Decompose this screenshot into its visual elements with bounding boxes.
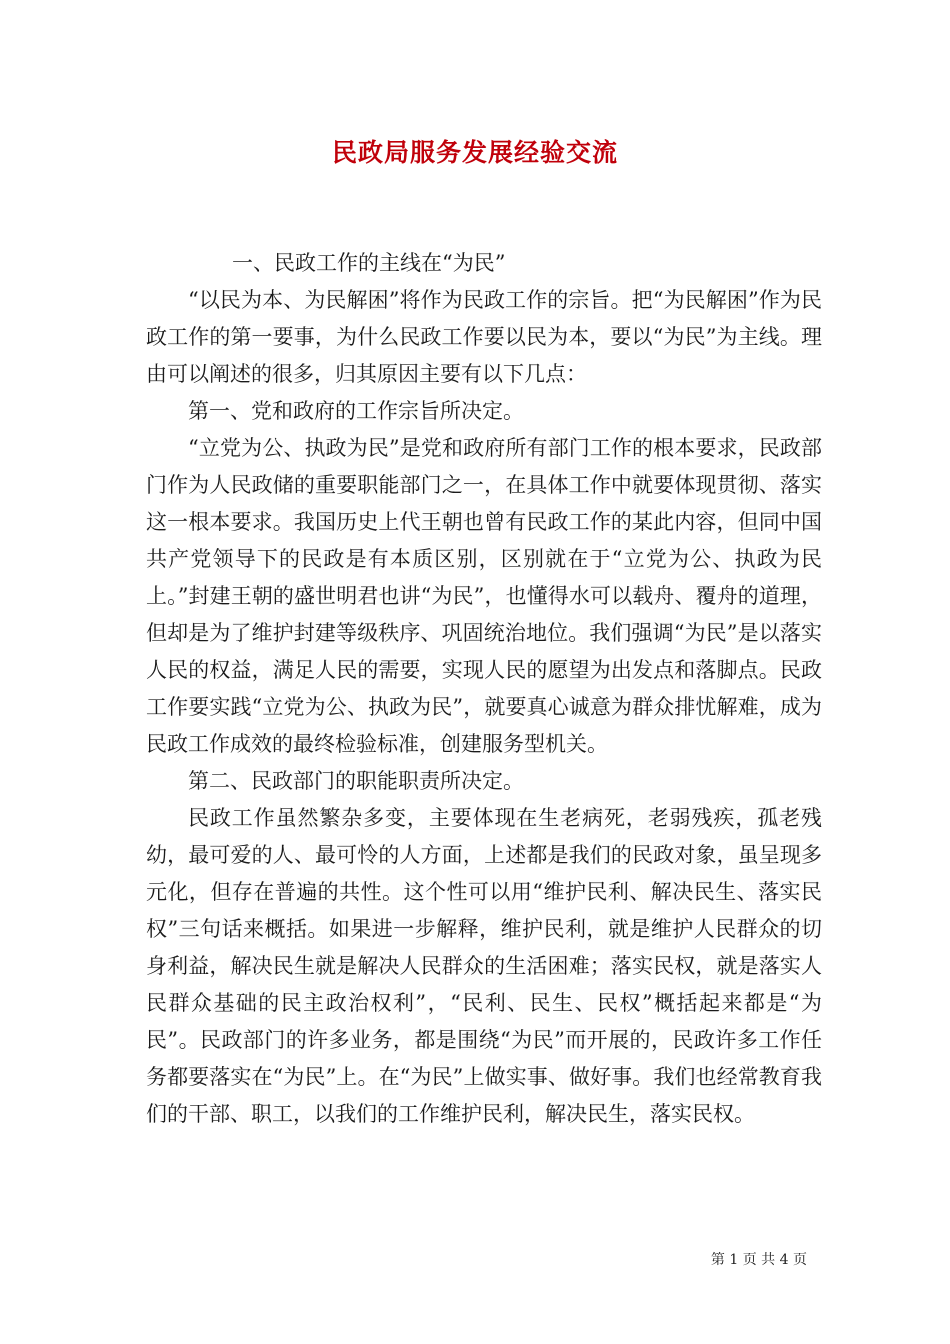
paragraph-1: “以民为本、为民解困”将作为民政工作的宗旨。把“为民解困”作为民政工作的第一要事，为什么民政工作要以民为本，要以“为民”为主线。理由可以阐述的很多，归其原因主要有以下几点： [146, 288, 822, 386]
section-heading: 一、民政工作的主线在“为民” [232, 251, 506, 275]
document-body [146, 245, 822, 1133]
paragraph-5: 民政工作虽然繁杂多变，主要体现在生老病死，老弱残疾，孤老残幼，最可爱的人、最可怜的人方面，上述都是我们的民政对象，虽呈现多元化，但存在普遍的共性。这个性可以用“维护民利、解决民生、落实民权”三句话来概括。如果进一步解释，维护民利，就是维护人民群众的切身利益，解决民生就是解决人民群众的生活困难；落实民权，就是落实人民群众基础的民主政治权利”，“民利、民生、民权”概括起来都是“为民”。民政部门的许多业务，都是围绕“为民”而开展的，民政许多工作任务都要落实在“为民”上。在“为民”上做实事、做好事。我们也经常教育我们的干部、职工，以我们的工作维护民利，解决民生，落实民权。 [146, 806, 822, 1126]
paragraph-2: 第一、党和政府的工作宗旨所决定。 [188, 399, 524, 423]
paragraph-3: “立党为公、执政为民”是党和政府所有部门工作的根本要求，民政部门作为人民政储的重要职能部门之一，在具体工作中就要体现贯彻、落实这一根本要求。我国历史上代王朝也曾有民政工作的某此内容，但同中国共产党领导下的民政是有本质区别，区别就在于“立党为公、执政为民上。”封建王朝的盛世明君也讲“为民”，也懂得水可以载舟、覆舟的道理，但却是为了维护封建等级秩序、巩固统治地位。我们强调“为民”是以落实人民的权益，满足人民的需要，实现人民的愿望为出发点和落脚点。民政工作要实践“立党为公、执政为民”，就要真心诚意为群众排忧解难，成为民政工作成效的最终检验标准，创建服务型机关。 [146, 436, 822, 756]
document-title: 民政局服务发展经验交流 [331, 138, 618, 167]
paragraph-4: 第二、民政部门的职能职责所决定。 [188, 769, 524, 793]
page-number: 第 1 页 共 4 页 [710, 1252, 807, 1268]
